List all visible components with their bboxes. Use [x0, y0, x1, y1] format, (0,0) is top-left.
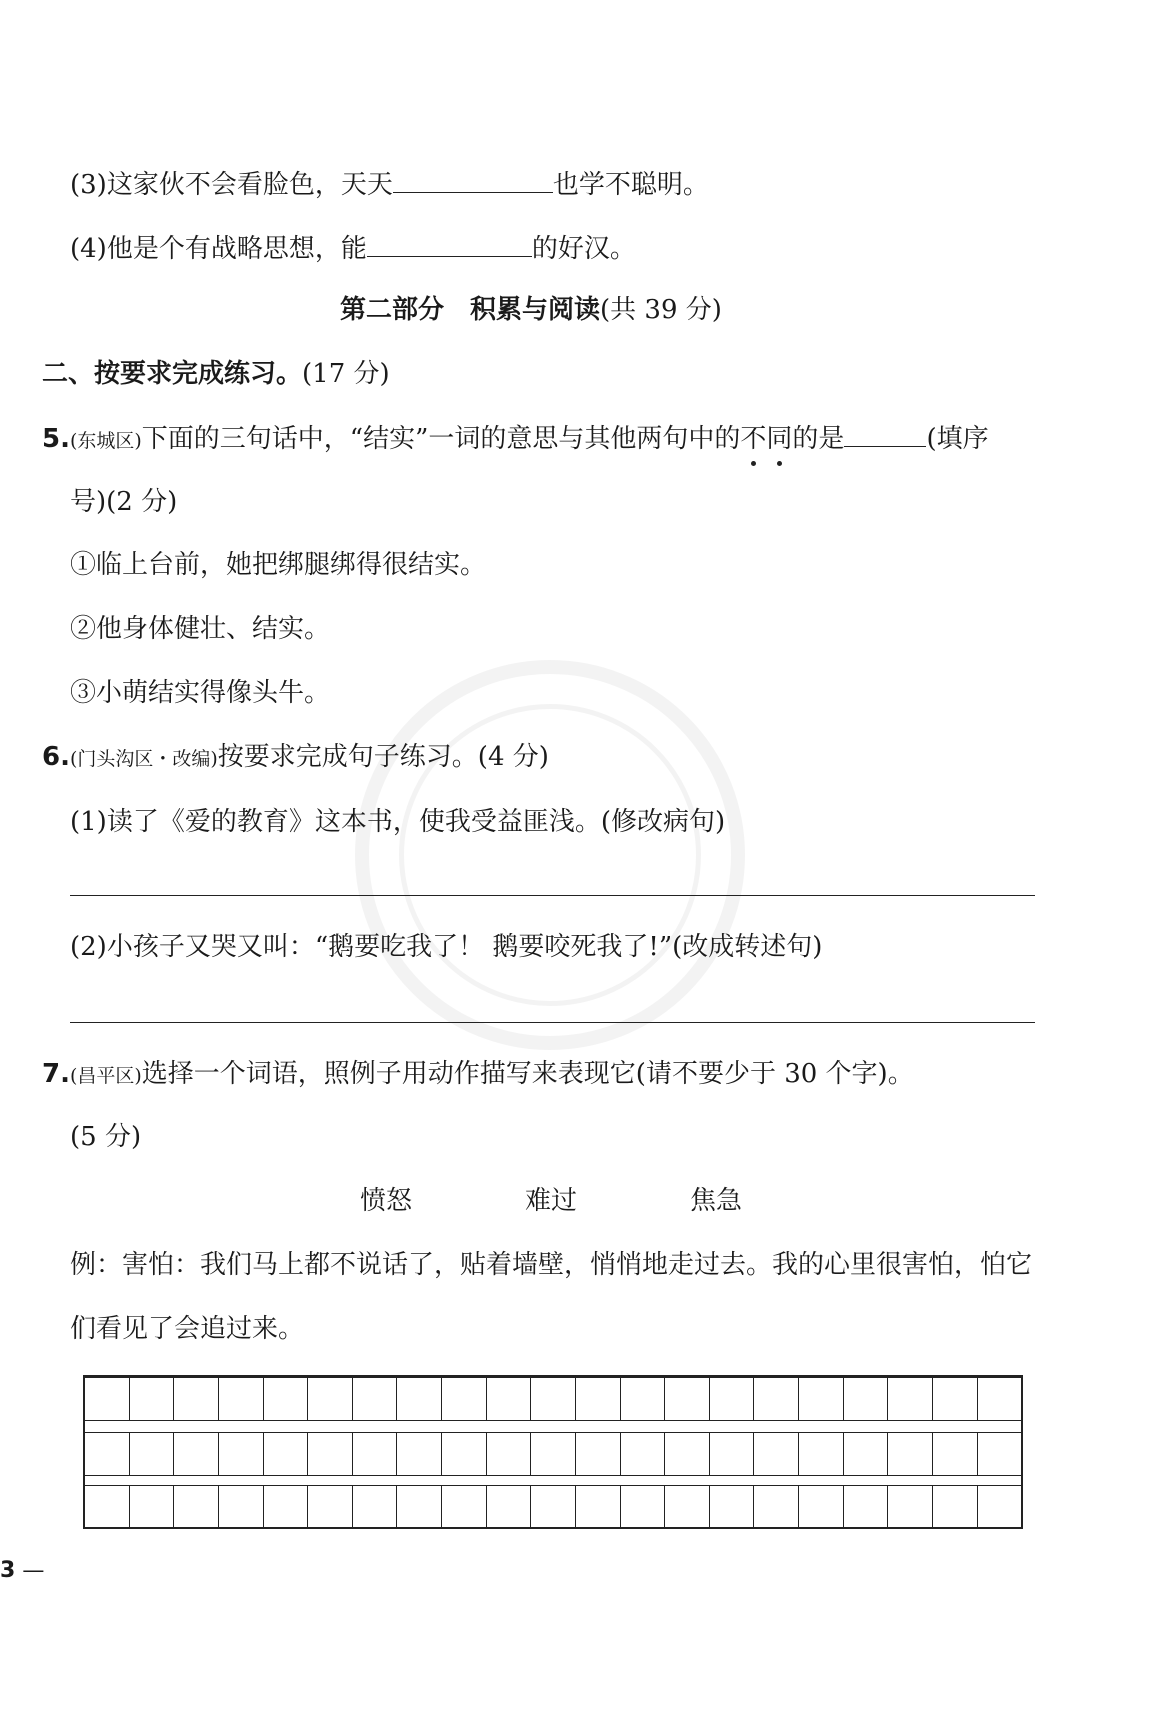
grid-cell[interactable]: [486, 1433, 531, 1475]
grid-cell[interactable]: [530, 1378, 575, 1420]
grid-cell[interactable]: [887, 1378, 932, 1420]
part-heading-text: 二、按要求完成练习。: [42, 359, 303, 389]
grid-cell[interactable]: [129, 1378, 174, 1420]
question-6-number: 6.: [42, 742, 70, 772]
word-option-2: 难过: [525, 1186, 578, 1216]
grid-row[interactable]: [85, 1432, 1021, 1476]
grid-cell[interactable]: [396, 1378, 441, 1420]
grid-cell[interactable]: [218, 1378, 263, 1420]
grid-cell[interactable]: [932, 1378, 977, 1420]
grid-cell[interactable]: [173, 1378, 218, 1420]
grid-cell[interactable]: [129, 1486, 174, 1528]
grid-cell[interactable]: [441, 1433, 486, 1475]
emphasis-char: 同: [766, 424, 793, 454]
question-7-score: (5 分): [70, 1122, 142, 1152]
item-3-suffix: 也学不聪明。: [552, 170, 709, 200]
grid-cell[interactable]: [753, 1433, 798, 1475]
question-7-source: (昌平区): [69, 1065, 142, 1087]
grid-cell[interactable]: [620, 1486, 665, 1528]
item-4-suffix: 的好汉。: [531, 234, 636, 264]
grid-cell[interactable]: [218, 1486, 263, 1528]
grid-cell[interactable]: [887, 1433, 932, 1475]
section-title-score: (共 39 分): [600, 295, 722, 325]
grid-cell[interactable]: [932, 1486, 977, 1528]
question-6-sub-2: (2)小孩子又哭又叫：“鹅要吃我了！ 鹅要咬死我了!”(改成转述句): [70, 932, 823, 962]
item-4-prefix: (4)他是个有战略思想，能: [70, 234, 367, 264]
grid-cell[interactable]: [352, 1378, 397, 1420]
grid-cell[interactable]: [396, 1486, 441, 1528]
grid-cell[interactable]: [753, 1486, 798, 1528]
grid-cell[interactable]: [218, 1433, 263, 1475]
grid-cell[interactable]: [307, 1433, 352, 1475]
grid-cell[interactable]: [932, 1433, 977, 1475]
question-7-number: 7.: [42, 1059, 70, 1089]
question-6-sub-1: (1)读了《爱的教育》这本书，使我受益匪浅。(修改病句): [70, 807, 726, 837]
item-3: [70, 166, 709, 202]
emphasis-char: 不: [740, 424, 767, 454]
question-7-text: 选择一个词语，照例子用动作描写来表现它(请不要少于 30 个字)。: [141, 1059, 914, 1089]
grid-cell[interactable]: [530, 1486, 575, 1528]
question-5-option-3: ③小萌结实得像头牛。: [70, 678, 331, 708]
grid-cell[interactable]: [843, 1433, 888, 1475]
grid-cell[interactable]: [753, 1378, 798, 1420]
section-title-text: 第二部分 积累与阅读: [340, 295, 601, 325]
grid-cell[interactable]: [575, 1433, 620, 1475]
question-5-option-1: ①临上台前，她把绑腿绑得很结实。: [70, 550, 487, 580]
question-5-source: (东城区): [69, 430, 142, 452]
grid-cell[interactable]: [173, 1486, 218, 1528]
grid-cell[interactable]: [977, 1486, 1022, 1528]
question-6-text: 按要求完成句子练习。(4 分): [217, 742, 549, 772]
grid-cell[interactable]: [887, 1486, 932, 1528]
grid-cell[interactable]: [173, 1433, 218, 1475]
grid-cell[interactable]: [620, 1433, 665, 1475]
question-5-text-b: 的是: [792, 424, 845, 454]
grid-cell[interactable]: [977, 1433, 1022, 1475]
grid-cell[interactable]: [441, 1486, 486, 1528]
grid-cell[interactable]: [307, 1378, 352, 1420]
item-4: [70, 230, 636, 266]
grid-cell[interactable]: [263, 1378, 308, 1420]
grid-cell[interactable]: [486, 1486, 531, 1528]
grid-cell[interactable]: [798, 1486, 843, 1528]
page-number: 3: [0, 1558, 16, 1583]
item-3-blank[interactable]: [393, 166, 553, 193]
grid-cell[interactable]: [129, 1433, 174, 1475]
question-5-number: 5.: [42, 424, 70, 454]
question-5: [42, 420, 989, 458]
grid-cell[interactable]: [798, 1433, 843, 1475]
grid-cell[interactable]: [664, 1486, 709, 1528]
page-dash: —: [22, 1558, 45, 1583]
part-heading-score: (17 分): [302, 359, 390, 389]
part-heading: [42, 357, 390, 391]
grid-cell[interactable]: [85, 1378, 129, 1420]
grid-cell[interactable]: [843, 1378, 888, 1420]
grid-cell[interactable]: [352, 1433, 397, 1475]
grid-cell[interactable]: [664, 1433, 709, 1475]
page-footer: [0, 1554, 44, 1588]
word-option-3: 焦急: [690, 1186, 743, 1216]
question-5-blank[interactable]: [844, 420, 926, 447]
grid-cell[interactable]: [85, 1486, 129, 1528]
grid-cell[interactable]: [486, 1378, 531, 1420]
grid-cell[interactable]: [263, 1433, 308, 1475]
grid-cell[interactable]: [263, 1486, 308, 1528]
question-6: [42, 740, 549, 776]
question-7: [42, 1057, 914, 1093]
grid-cell[interactable]: [843, 1486, 888, 1528]
grid-cell[interactable]: [798, 1378, 843, 1420]
grid-row[interactable]: [85, 1377, 1021, 1421]
question-6-source: (门头沟区・改编): [69, 748, 218, 770]
watermark-stamp: [355, 660, 745, 1050]
grid-cell[interactable]: [85, 1433, 129, 1475]
grid-cell[interactable]: [977, 1378, 1022, 1420]
grid-cell[interactable]: [575, 1486, 620, 1528]
item-4-blank[interactable]: [367, 230, 532, 257]
answer-line-2[interactable]: [70, 1022, 1035, 1023]
grid-cell[interactable]: [709, 1378, 754, 1420]
grid-cell[interactable]: [441, 1378, 486, 1420]
question-5-text-a: 下面的三句话中，“结实”一词的意思与其他两句中的: [141, 424, 741, 454]
example-line-1: 例：害怕：我们马上都不说话了，贴着墙壁，悄悄地走过去。我的心里很害怕，怕它: [70, 1250, 1033, 1280]
grid-row[interactable]: [85, 1485, 1021, 1529]
question-5-option-2: ②他身体健壮、结实。: [70, 614, 331, 644]
question-5-line2: 号)(2 分): [70, 487, 178, 517]
item-3-prefix: (3)这家伙不会看脸色，天天: [70, 170, 393, 200]
word-option-1: 愤怒: [360, 1186, 413, 1216]
question-5-text-c: (填序: [926, 424, 989, 454]
grid-cell[interactable]: [575, 1378, 620, 1420]
grid-cell[interactable]: [307, 1486, 352, 1528]
grid-cell[interactable]: [664, 1378, 709, 1420]
example-line-2: 们看见了会追过来。: [70, 1314, 305, 1344]
grid-cell[interactable]: [530, 1433, 575, 1475]
writing-grid[interactable]: [83, 1375, 1023, 1529]
grid-cell[interactable]: [396, 1433, 441, 1475]
answer-line-1[interactable]: [70, 895, 1035, 896]
grid-cell[interactable]: [709, 1433, 754, 1475]
grid-cell[interactable]: [352, 1486, 397, 1528]
grid-cell[interactable]: [620, 1378, 665, 1420]
grid-cell[interactable]: [709, 1486, 754, 1528]
section-title: [340, 293, 722, 327]
